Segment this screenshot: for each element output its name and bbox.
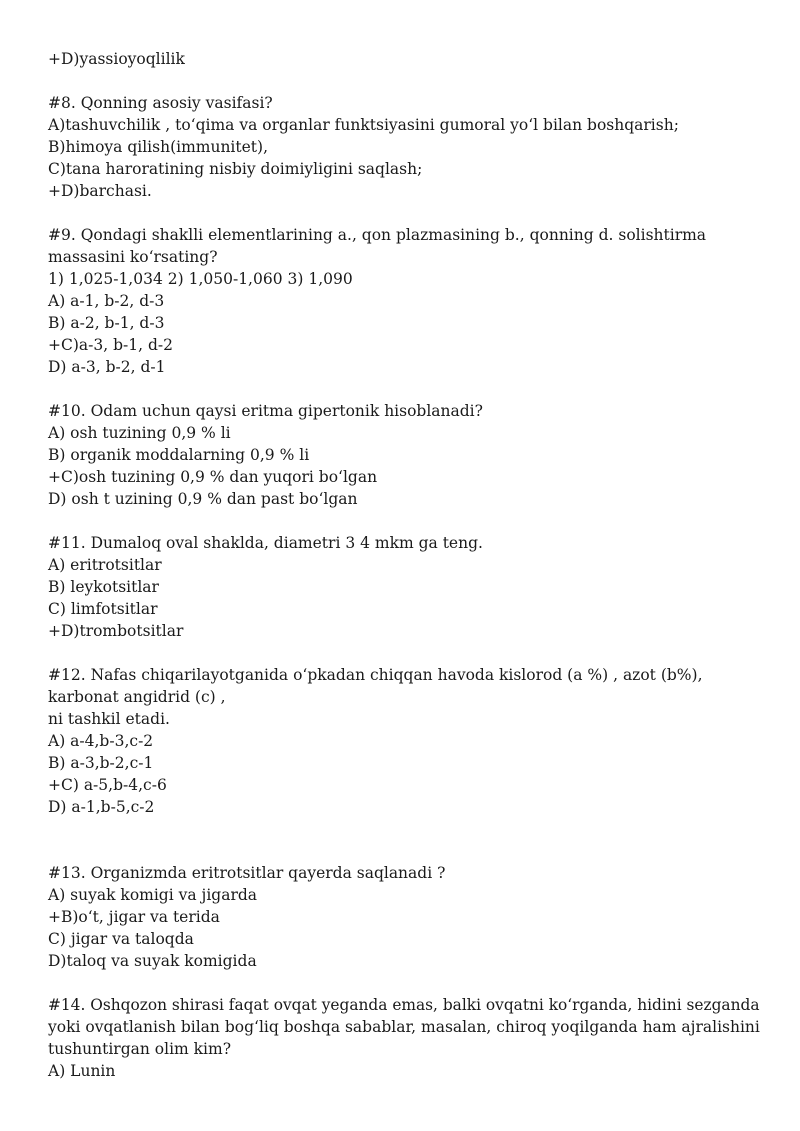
question-10: #10. Odam uchun qaysi eritma gipertonik hisoblanadi? xyxy=(48,402,483,420)
option-line: +D)barchasi. xyxy=(48,182,152,200)
question-9: #9. Qondagi shaklli elementlarining a., qon plazmasining b., qonning d. solishtirma xyxy=(48,226,707,244)
answer-line: +D)yassioyoqlilik xyxy=(48,50,185,68)
option-line: +C) a-5,b-4,c-6 xyxy=(48,776,167,794)
option-line: A) Lunin xyxy=(48,1062,116,1080)
question-text: 1) 1,025-1,034 2) 1,050-1,060 3) 1,090 xyxy=(48,270,353,288)
option-line: D)taloq va suyak komigida xyxy=(48,952,257,970)
question-14: #14. Oshqozon shirasi faqat ovqat yeganda emas, balki ovqatni ko‘rganda, hidini sezganda xyxy=(48,996,760,1014)
option-line: B) organik moddalarning 0,9 % li xyxy=(48,446,310,464)
option-line: D) a-3, b-2, d-1 xyxy=(48,358,166,376)
option-line: D) a-1,b-5,c-2 xyxy=(48,798,155,816)
question-text: massasini ko‘rsating? xyxy=(48,248,218,266)
question-12: #12. Nafas chiqarilayotganida o‘pkadan chiqqan havoda kislorod (a %) , azot (b%), xyxy=(48,666,703,684)
question-text: karbonat angidrid (c) , xyxy=(48,688,226,706)
option-line: +C)osh tuzining 0,9 % dan yuqori bo‘lgan xyxy=(48,468,378,486)
option-line: C)tana haroratining nisbiy doimiyligini saqlash; xyxy=(48,160,423,178)
option-line: B)himoya qilish(immunitet), xyxy=(48,138,268,156)
option-line: A) a-1, b-2, d-3 xyxy=(48,292,165,310)
option-line: B) leykotsitlar xyxy=(48,578,159,596)
option-line: B) a-3,b-2,c-1 xyxy=(48,754,154,772)
question-text: ni tashkil etadi. xyxy=(48,710,170,728)
option-line: C) limfotsitlar xyxy=(48,600,158,618)
option-line: A) suyak komigi va jigarda xyxy=(48,886,258,904)
option-line: A) osh tuzining 0,9 % li xyxy=(48,424,231,442)
option-line: C) jigar va taloqda xyxy=(48,930,194,948)
option-line: +B)o‘t, jigar va terida xyxy=(48,908,220,926)
option-line: +D)trombotsitlar xyxy=(48,622,184,640)
question-text: tushuntirgan olim kim? xyxy=(48,1040,232,1058)
question-11: #11. Dumaloq oval shaklda, diametri 3 4 mkm ga teng. xyxy=(48,534,483,552)
option-line: A) eritrotsitlar xyxy=(48,556,162,574)
option-line: A) a-4,b-3,c-2 xyxy=(48,732,154,750)
question-text: yoki ovqatlanish bilan bog‘liq boshqa sabablar, masalan, chiroq yoqilganda ham ajralishini xyxy=(48,1018,760,1036)
option-line: A)tashuvchilik , to‘qima va organlar funktsiyasini gumoral yo‘l bilan boshqarish; xyxy=(48,116,679,134)
option-line: +C)a-3, b-1, d-2 xyxy=(48,336,173,354)
question-8: #8. Qonning asosiy vasifasi? xyxy=(48,94,273,112)
option-line: D) osh t uzining 0,9 % dan past bo‘lgan xyxy=(48,490,358,508)
option-line: B) a-2, b-1, d-3 xyxy=(48,314,165,332)
question-13: #13. Organizmda eritrotsitlar qayerda saqlanadi ? xyxy=(48,864,446,882)
